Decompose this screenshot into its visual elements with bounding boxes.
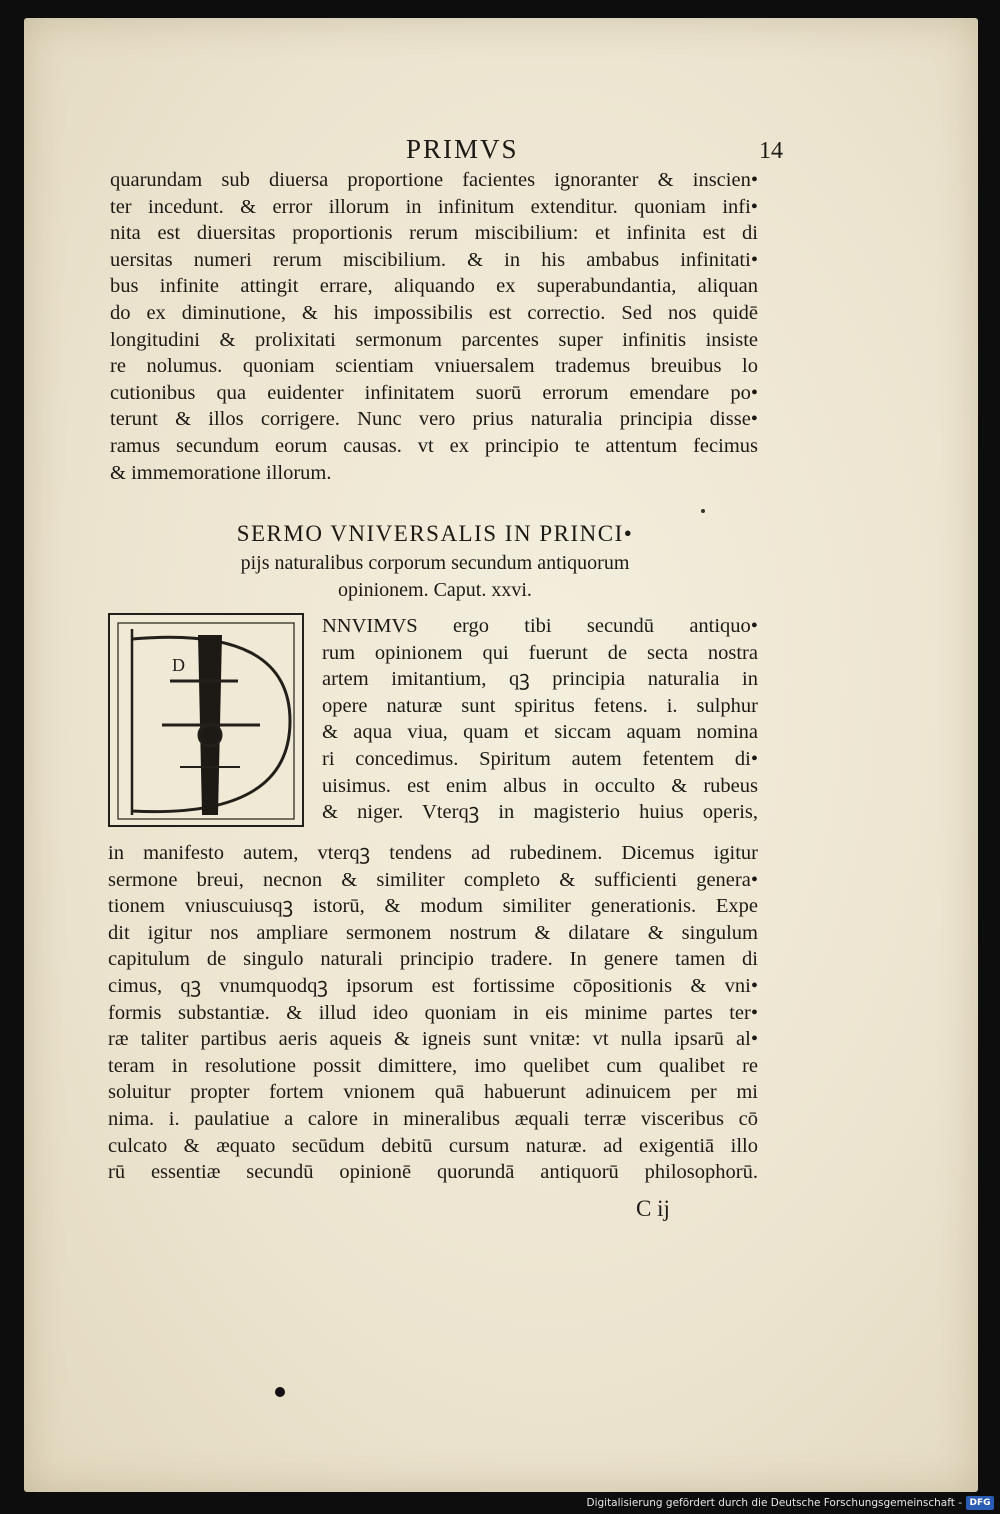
dfg-logo: DFG <box>966 1496 994 1510</box>
text-line: & niger. Vterqꝫ in magisterio huius operis, <box>322 801 758 824</box>
text-line: re nolumus. quoniam scientiam vniuersalem trademus breuibus lo <box>110 355 758 378</box>
text-line: bus infinite attingit errare, aliquando ex superabundantia, aliquan <box>110 275 758 298</box>
text-line: do ex diminutione, & his impossibilis est correctio. Sed nos quidē <box>110 301 758 324</box>
decorated-initial-letter <box>108 613 304 827</box>
text-line: soluitur propter fortem vnionem quā habuerunt adinuicem per mi <box>108 1081 758 1104</box>
folio-number: 14 <box>759 138 783 164</box>
signature-mark: C ij <box>636 1196 670 1221</box>
text-line: ri concedimus. Spiritum autem fetentem di• <box>322 747 758 770</box>
funding-credit: Digitalisierung gefördert durch die Deutsche Forschungsgemeinschaft - <box>586 1497 962 1509</box>
heading-line-2: pijs naturalibus corporum secundum antiquorum <box>240 552 630 574</box>
text-line: ramus secundum eorum causas. vt ex principio te attentum fecimus <box>110 434 758 457</box>
text-line: nima. i. paulatiue a calore in mineralibus æquali terræ visceribus cō <box>108 1107 758 1130</box>
heading-line-3: opinionem. Caput. xxvi. <box>338 579 532 601</box>
text-line: uisimus. est enim albus in occulto & rubeus <box>322 774 758 797</box>
text-line: sermone breui, necnon & similiter completo & sufficienti genera• <box>108 868 758 891</box>
text-line: capitulum de singulo naturali principio tradere. In genere tamen di <box>108 948 758 971</box>
running-head: PRIMVS <box>406 134 519 164</box>
text-line: artem imitantium, qꝫ principia naturalia in <box>322 668 758 691</box>
paragraph-chapter-opening <box>322 613 758 826</box>
text-line: formis substantiæ. & illud ideo quoniam in eis minime partes ter• <box>108 1001 758 1024</box>
initial-d-woodcut <box>110 615 306 829</box>
text-line: & immemoratione illorum. <box>110 461 332 484</box>
text-line: ter incedunt. & error illorum in infinitum extenditur. quoniam infi• <box>110 195 758 218</box>
text-line: uersitas numeri rerum miscibilium. & in his ambabus infinitati• <box>110 248 758 271</box>
text-line: teram in resolutione possit dimittere, imo quelibet cum qualibet re <box>108 1054 758 1077</box>
text-line: opere naturæ sunt spiritus fetens. i. sulphur <box>322 694 758 717</box>
text-line: quarundam sub diuersa proportione facientes ignoranter & inscien• <box>110 169 758 191</box>
paragraph-continuation <box>108 840 758 1186</box>
text-line: rū essentiæ secundū opinionē quorundā antiquorū philosophorū. <box>108 1161 758 1184</box>
text-line: longitudini & prolixitati sermonum parcentes super infinitis insiste <box>110 328 758 351</box>
heading-line-1: SERMO VNIVERSALIS IN PRINCI• <box>236 521 634 546</box>
chapter-heading <box>110 518 760 604</box>
digitization-footer <box>0 1494 1000 1514</box>
text-line: nita est diuersitas proportionis rerum miscibilium: et infinita est di <box>110 222 758 245</box>
text-line: ræ taliter partibus aeris aqueis & igneis sunt vnitæ: vt nulla ipsarū al• <box>108 1028 758 1051</box>
initial-glyph: D <box>172 655 185 675</box>
text-line: culcato & æquato secūdum debitū cursum naturæ. ad exigentiā illo <box>108 1134 758 1157</box>
text-line: cutionibus qua euidenter infinitatem suorū errorum emendare po• <box>110 381 758 404</box>
text-line: & aqua viua, quam et siccam aquam nomina <box>322 721 758 744</box>
text-line: rum opinionem qui fuerunt de secta nostra <box>322 641 758 664</box>
ink-dot <box>275 1387 285 1397</box>
text-line: cimus, qꝫ vnumquodqꝫ ipsorum est fortissime cōpositionis & vni• <box>108 974 758 997</box>
paragraph-intro <box>110 167 758 486</box>
text-line: terunt & illos corrigere. Nunc vero prius naturalia principia disse• <box>110 408 758 431</box>
text-line: NNVIMVS ergo tibi secundū antiquo• <box>322 615 758 637</box>
text-line: tionem vniuscuiusqꝫ istorū, & modum similiter generationis. Expe <box>108 895 758 918</box>
page-header <box>24 128 978 168</box>
ink-speck <box>701 509 705 513</box>
text-line: dit igitur nos ampliare sermonem nostrum & dilatare & singulum <box>108 921 758 944</box>
text-line: in manifesto autem, vterqꝫ tendens ad rubedinem. Dicemus igitur <box>108 842 758 864</box>
